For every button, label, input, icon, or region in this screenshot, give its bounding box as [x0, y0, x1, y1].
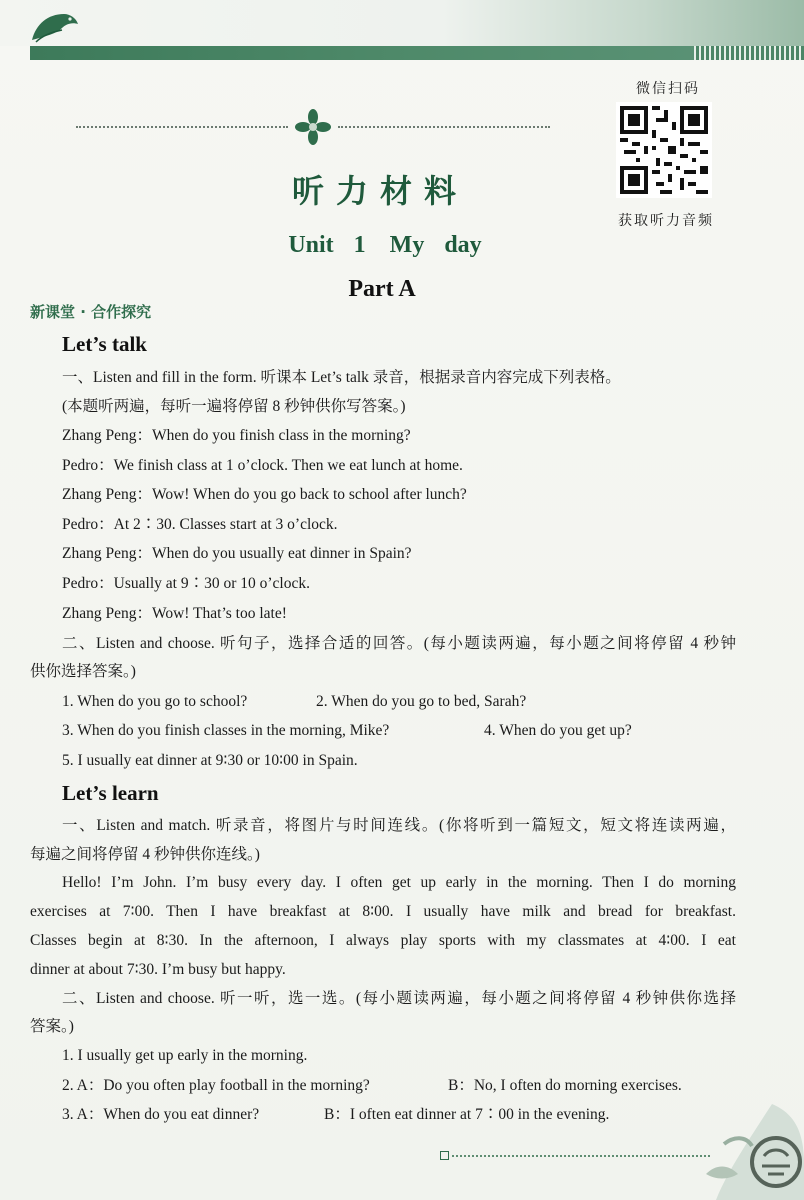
header-stripes [694, 46, 804, 60]
dialogue-line: Zhang Peng：Wow! That’s too late! [62, 605, 287, 622]
header-band [30, 46, 804, 60]
watermark-logo-icon [676, 1104, 804, 1200]
section-tag: 新课堂 · 合作探究 [30, 303, 152, 321]
passage-line: dinner at about 7∶30. I’m busy but happy. [30, 961, 286, 978]
flower-ornament-icon [294, 108, 332, 146]
lets-talk-heading: Let’s talk [62, 332, 147, 356]
ornament-line-right [338, 126, 550, 128]
unit-title: Unit 1 My day [288, 232, 482, 258]
leaf-bird-logo-icon [26, 6, 82, 46]
passage-line: exercises at 7∶00. Then I have breakfast at 8∶00. I usually have milk and bread for breakfast. [30, 903, 736, 920]
dialogue-line: Zhang Peng：When do you finish class in the morning? [62, 427, 411, 444]
talk-question-2: 2. When do you go to bed, Sarah? [316, 693, 527, 710]
footer-marker [440, 1151, 449, 1160]
learn-task2-instruction: 二、Listen and choose. 听一听，选一选。(每小题读两遍，每小题之间将停留 4 秒钟供你选择 [62, 990, 736, 1007]
qr-title: 微信扫码 [636, 81, 700, 97]
talk-question-4: 4. When do you get up? [484, 722, 632, 739]
learn-task1-instruction: 一、Listen and match. 听录音，将图片与时间连线。(你将听到一篇短文，短文将连读两遍， [62, 817, 736, 834]
talk-task2-instruction-cont: 供你选择答案。) [30, 663, 136, 680]
learn-question-2a: 2. A：Do you often play football in the morning? [62, 1077, 370, 1094]
learn-question-3a: 3. A：When do you eat dinner? [62, 1106, 260, 1123]
passage-line: Hello! I’m John. I’m busy every day. I often get up early in the morning. Then I do morning [62, 874, 736, 891]
lets-learn-heading: Let’s learn [62, 781, 159, 805]
dialogue-line: Pedro：At 2∶30. Classes start at 3 o’clock. [62, 516, 338, 533]
qr-caption: 获取听力音频 [618, 213, 714, 229]
talk-question-3: 3. When do you finish classes in the morning, Mike? [62, 722, 390, 739]
talk-task1-instruction: 一、Listen and fill in the form. 听课本 Let’s talk 录音，根据录音内容完成下列表格。 [62, 369, 621, 386]
footer-dotted-line [452, 1155, 710, 1157]
learn-task1-instruction-cont: 每遍之间将停留 4 秒钟供你连线。) [30, 846, 260, 863]
learn-question-2b: B：No, I often do morning exercises. [448, 1077, 682, 1094]
dialogue-line: Pedro：Usually at 9∶30 or 10 o’clock. [62, 575, 310, 592]
talk-task1-note: (本题听两遍，每听一遍将停留 8 秒钟供你写答案。) [62, 398, 406, 415]
talk-question-1: 1. When do you go to school? [62, 693, 248, 710]
talk-task2-instruction: 二、Listen and choose. 听句子，选择合适的回答。(每小题读两遍，每小题之间将停留 4 秒钟 [62, 635, 736, 652]
learn-question-1: 1. I usually get up early in the morning. [62, 1047, 308, 1064]
header-background [0, 0, 804, 46]
part-title: Part A [348, 276, 416, 302]
dialogue-line: Zhang Peng：Wow! When do you go back to school after lunch? [62, 486, 467, 503]
dialogue-line: Zhang Peng：When do you usually eat dinner in Spain? [62, 545, 412, 562]
ornament-line-left [76, 126, 288, 128]
page-title: 听力材料 [291, 172, 468, 210]
dialogue-line: Pedro：We finish class at 1 o’clock. Then we eat lunch at home. [62, 457, 463, 474]
learn-task2-instruction-cont: 答案。) [30, 1018, 74, 1035]
passage-line: Classes begin at 8∶30. In the afternoon, I always play sports with my classmates at 4∶00. I eat [30, 932, 736, 949]
learn-question-3b: B：I often eat dinner at 7∶00 in the evening. [324, 1106, 610, 1123]
talk-question-5: 5. I usually eat dinner at 9∶30 or 10∶00 in Spain. [62, 752, 358, 769]
